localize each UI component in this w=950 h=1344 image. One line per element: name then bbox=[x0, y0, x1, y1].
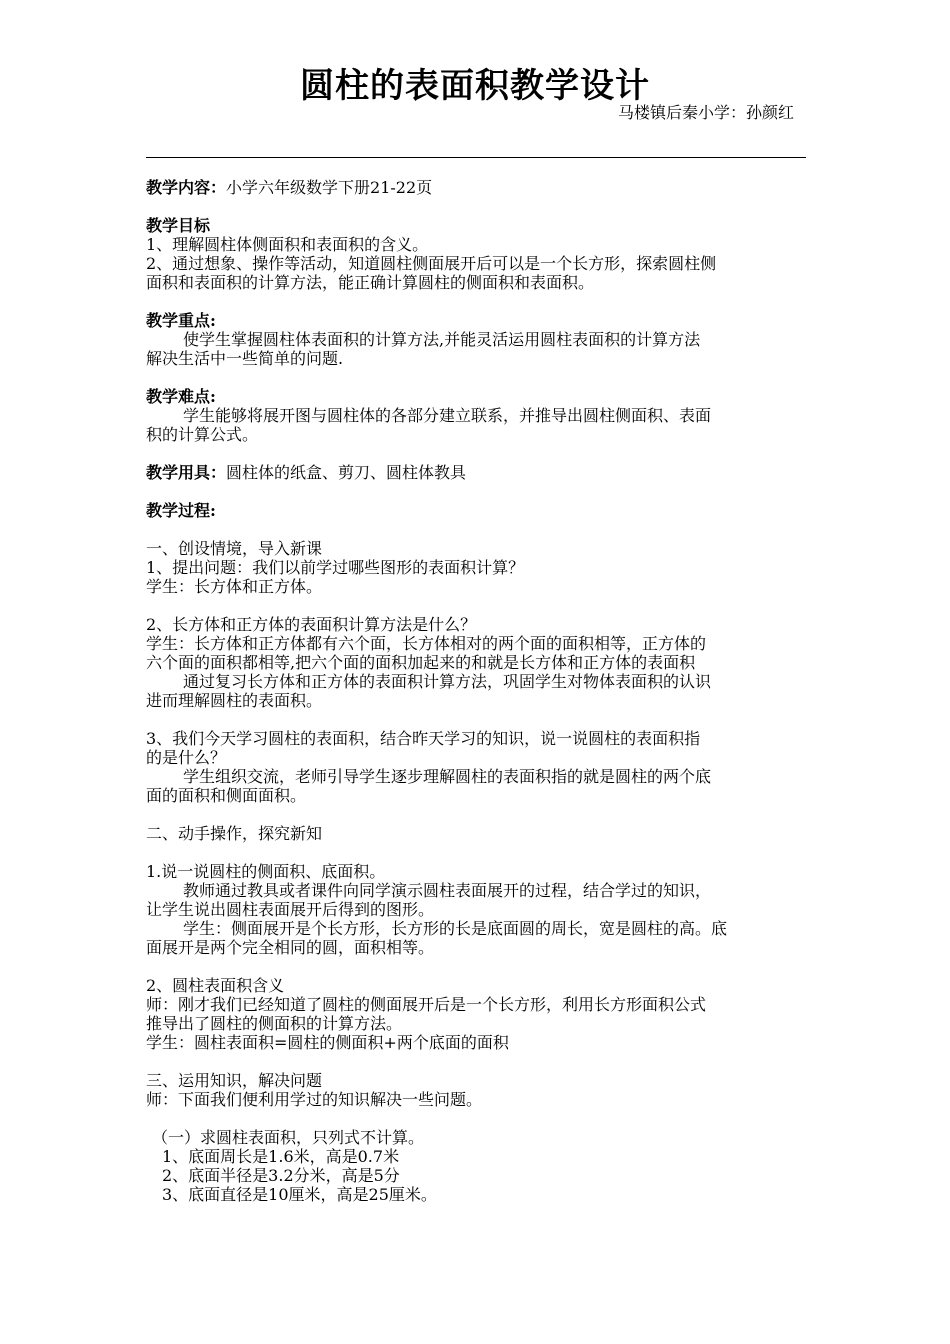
difficulties-line: 学生能够将展开图与圆柱体的各部分建立联系，并推导出圆柱侧面积、表面 bbox=[183, 406, 712, 425]
teaching-content-label: 教学内容： bbox=[146, 178, 227, 197]
part2-subtitle: 2、圆柱表面积含义 bbox=[146, 976, 285, 995]
difficulties-line: 积的计算公式。 bbox=[146, 425, 259, 444]
author-line: 马楼镇后秦小学：孙颜红 bbox=[617, 103, 794, 122]
part1-title: 一、创设情境，导入新课 bbox=[146, 539, 323, 558]
objectives-heading: 教学目标 bbox=[146, 216, 211, 235]
difficulties-heading: 教学难点: bbox=[146, 387, 216, 406]
teaching-tools-label: 教学用具： bbox=[146, 463, 227, 482]
part2-title: 二、动手操作，探究新知 bbox=[146, 824, 323, 843]
part2-student-text: 学生：圆柱表面积=圆柱的侧面积+两个底面的面积 bbox=[146, 1033, 509, 1052]
part1-answer: 学生：长方体和正方体。 bbox=[146, 577, 323, 596]
part1-question: 1、提出问题：我们以前学过哪些图形的表面积计算？ bbox=[146, 558, 525, 577]
part3-title: 三、运用知识，解决问题 bbox=[146, 1071, 323, 1090]
part3-intro: 师：下面我们便利用学过的知识解决一些问题。 bbox=[146, 1090, 483, 1109]
key-points-heading: 教学重点: bbox=[146, 311, 216, 330]
teaching-tools-text: 圆柱体的纸盒、剪刀、圆柱体教具 bbox=[226, 463, 467, 482]
part1-answer: 面的面积和侧面面积。 bbox=[146, 786, 307, 805]
part2-teacher-text: 让学生说出圆柱表面展开后得到的图形。 bbox=[146, 900, 435, 919]
key-points-line: 解决生活中一些简单的问题. bbox=[146, 349, 344, 368]
part1-answer: 六个面的面积都相等,把六个面的面积加起来的和就是长方体和正方体的表面积 bbox=[146, 653, 696, 672]
exercise-item: 2、底面半径是3.2分米，高是5分 bbox=[162, 1166, 400, 1185]
part2-teacher-text: 师：刚才我们已经知道了圆柱的侧面展开后是一个长方形，利用长方形面积公式 bbox=[146, 995, 707, 1014]
part2-subtitle: 1.说一说圆柱的侧面积、底面积。 bbox=[146, 862, 386, 881]
teaching-tools bbox=[146, 463, 808, 482]
part1-answer: 学生：长方体和正方体都有六个面，长方体相对的两个面的面积相等，正方体的 bbox=[146, 634, 707, 653]
part2-teacher-text: 教师通过教具或者课件向同学演示圆柱表面展开的过程，结合学过的知识， bbox=[183, 881, 712, 900]
part2-teacher-text: 推导出了圆柱的侧面积的计算方法。 bbox=[146, 1014, 403, 1033]
process-heading: 教学过程: bbox=[146, 501, 216, 520]
part1-note: 进而理解圆柱的表面积。 bbox=[146, 691, 323, 710]
part1-question: 2、长方体和正方体的表面积计算方法是什么？ bbox=[146, 615, 477, 634]
objective-line: 2、通过想象、操作等活动，知道圆柱侧面展开后可以是一个长方形，探索圆柱侧 bbox=[146, 254, 717, 273]
part2-student-text: 学生：侧面展开是个长方形，长方形的长是底面圆的周长，宽是圆柱的高。底 bbox=[183, 919, 728, 938]
part1-question: 的是什么？ bbox=[146, 748, 227, 767]
objective-line: 1、理解圆柱体侧面积和表面积的含义。 bbox=[146, 235, 429, 254]
part2-student-text: 面展开是两个完全相同的圆，面积相等。 bbox=[146, 938, 435, 957]
part1-note: 通过复习长方体和正方体的表面积计算方法，巩固学生对物体表面积的认识 bbox=[183, 672, 712, 691]
key-points-line: 使学生掌握圆柱体表面积的计算方法,并能灵活运用圆柱表面积的计算方法 bbox=[183, 330, 701, 349]
teaching-content-text: 小学六年级数学下册21-22页 bbox=[226, 178, 433, 197]
teaching-content bbox=[146, 178, 808, 197]
exercise-item: 1、底面周长是1.6米，高是0.7米 bbox=[162, 1147, 400, 1166]
exercise-item: 3、底面直径是10厘米，高是25厘米。 bbox=[162, 1185, 437, 1204]
part1-answer: 学生组织交流，老师引导学生逐步理解圆柱的表面积指的就是圆柱的两个底 bbox=[183, 767, 712, 786]
exercise-title: （一）求圆柱表面积，只列式不计算。 bbox=[152, 1128, 425, 1147]
document-title: 圆柱的表面积教学设计 bbox=[300, 66, 650, 106]
objective-line: 面积和表面积的计算方法，能正确计算圆柱的侧面积和表面积。 bbox=[146, 273, 595, 292]
part1-question: 3、我们今天学习圆柱的表面积，结合昨天学习的知识，说一说圆柱的表面积指 bbox=[146, 729, 701, 748]
header-divider bbox=[146, 157, 806, 158]
document-body bbox=[146, 178, 808, 1204]
